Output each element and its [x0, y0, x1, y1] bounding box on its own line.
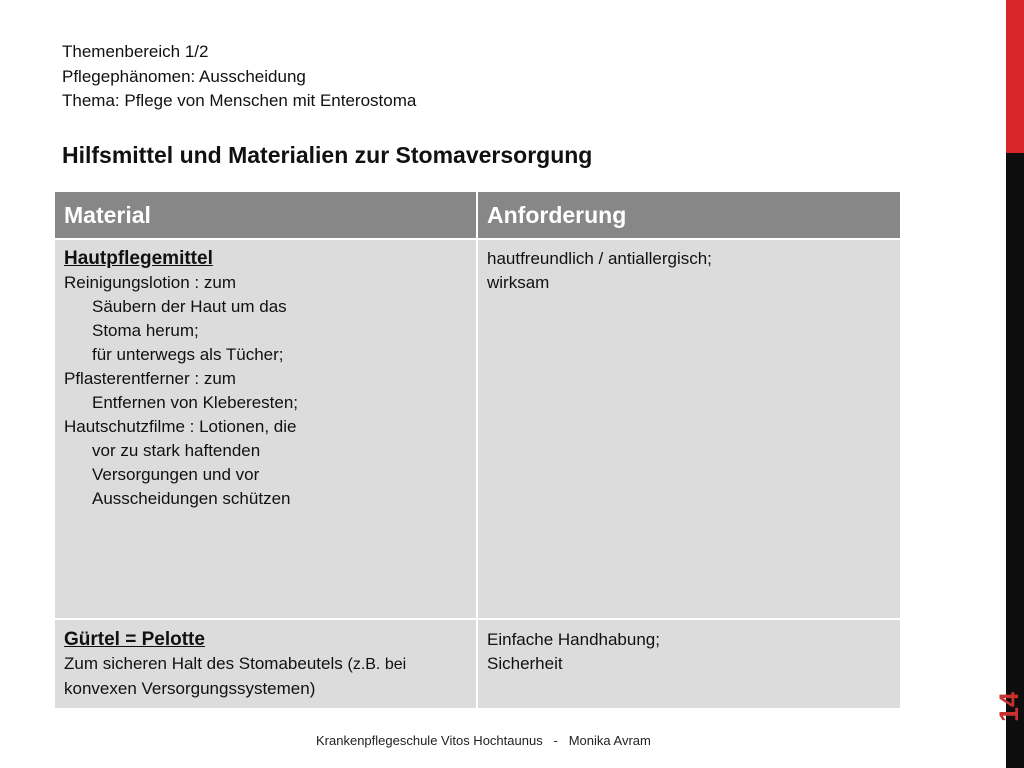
column-header-material: Material — [54, 191, 477, 239]
materials-table — [53, 190, 902, 710]
material-line: Reinigungslotion : zum — [64, 273, 236, 292]
material-line: Hautschutzfilme : Lotionen, die — [64, 417, 297, 436]
material-cell — [54, 239, 477, 619]
footer-separator: - — [553, 733, 558, 748]
material-cell — [54, 619, 477, 709]
material-line: Säubern der Haut um das — [92, 297, 287, 316]
column-header-anforderung: Anforderung — [477, 191, 901, 239]
header-care-phenomenon: Pflegephänomen: Ausscheidung — [62, 66, 306, 86]
material-line: Entfernen von Kleberesten; — [92, 393, 299, 412]
material-line: vor zu stark haftenden — [92, 441, 261, 460]
material-line — [64, 652, 468, 677]
material-line: Versorgungen und vor — [92, 465, 260, 484]
anforderung-line: Sicherheit — [487, 654, 563, 673]
table-header-row — [54, 191, 901, 239]
material-line: Ausscheidungen schützen — [92, 489, 291, 508]
material-heading: Gürtel = Pelotte — [64, 629, 205, 650]
table-row — [54, 239, 901, 619]
header-theme: Thema: Pflege von Menschen mit Enterostoma — [62, 91, 417, 110]
material-heading: Hautpflegemittel — [64, 248, 213, 269]
material-line-example: (z.B. bei — [347, 656, 407, 673]
material-line: Pflasterentferner : zum — [64, 369, 236, 388]
slide-number: 14 — [994, 691, 1024, 722]
side-bar-dark — [1006, 153, 1024, 768]
footer-author: Monika Avram — [568, 733, 651, 748]
anforderung-cell — [477, 619, 901, 709]
accent-bar-red — [1006, 0, 1024, 153]
anforderung-line: hautfreundlich / antiallergisch; — [487, 249, 712, 268]
header-topic-area: Themenbereich 1/2 — [62, 42, 209, 61]
slide-title: Hilfsmittel und Materialien zur Stomaversorgung — [62, 142, 593, 168]
header-block — [62, 40, 416, 114]
anforderung-line: wirksam — [487, 273, 550, 292]
table-row — [54, 619, 901, 709]
material-line: konvexen Versorgungssystemen) — [64, 679, 316, 698]
anforderung-line: Einfache Handhabung; — [487, 630, 660, 649]
anforderung-cell — [477, 239, 901, 619]
material-line: für unterwegs als Tücher; — [92, 345, 284, 364]
material-line-main: Zum sicheren Halt des Stomabeutels — [64, 654, 343, 673]
material-line: Stoma herum; — [92, 321, 199, 340]
footer — [316, 733, 651, 748]
footer-school: Krankenpflegeschule Vitos Hochtaunus — [316, 733, 543, 748]
